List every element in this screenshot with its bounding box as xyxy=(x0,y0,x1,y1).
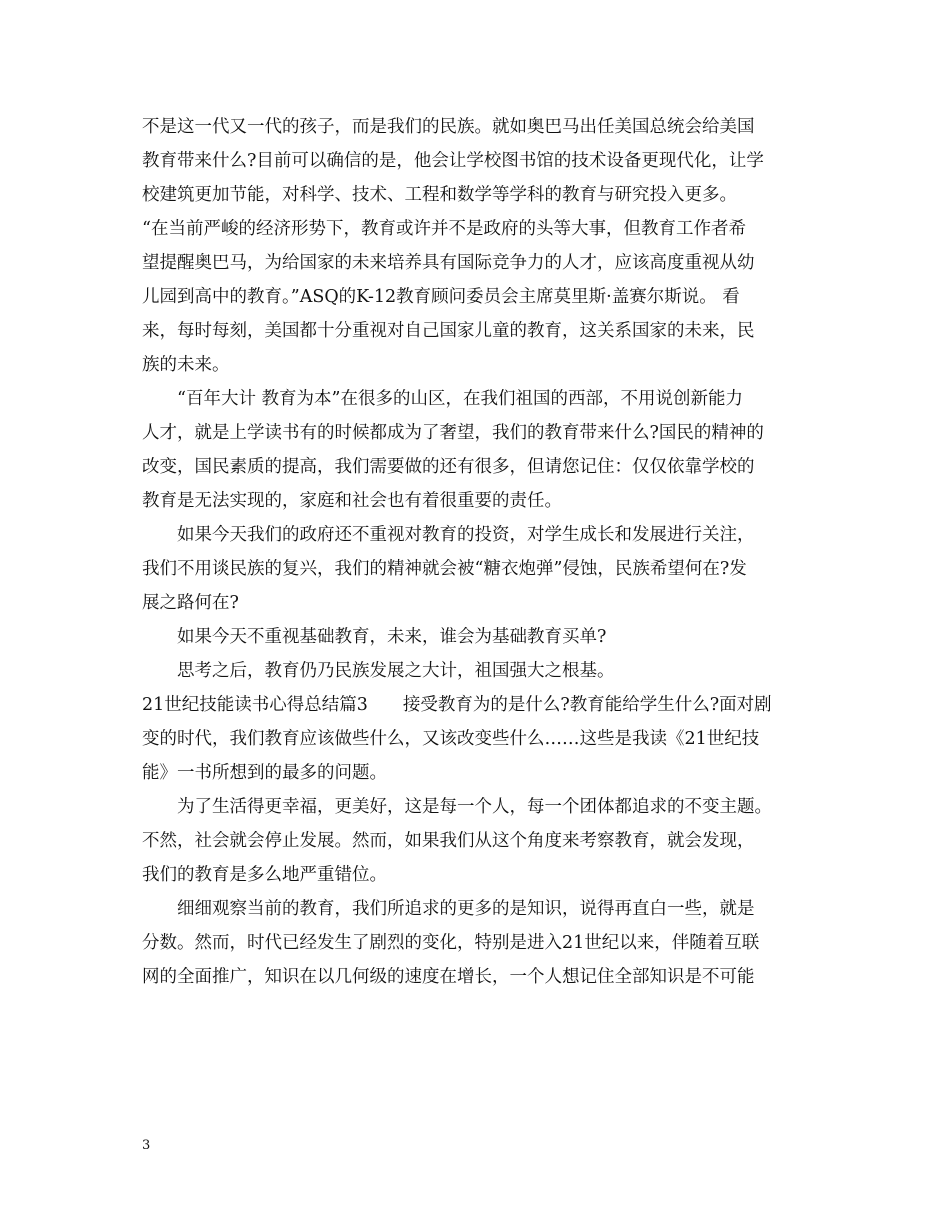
text-line: 我们的教育是多么地严重错位。 xyxy=(142,865,387,885)
text-line: 望提醒奥巴马，为给国家的未来培养具有国际竞争力的人才，应该高度重视从幼 xyxy=(142,253,755,273)
text-line: 人才，就是上学读书有的时候都成为了奢望，我们的教育带来什么?国民的精神的 xyxy=(142,423,764,443)
text-line: 21世纪技能读书心得总结篇3 接受教育为的是什么?教育能给学生什么?面对剧 xyxy=(142,695,772,715)
text-line: 如果今天我们的政府还不重视对教育的投资，对学生成长和发展进行关注， xyxy=(177,525,755,545)
text-line: “百年大计 教育为本”在很多的山区，在我们祖国的西部，不用说创新能力 xyxy=(177,389,743,409)
text-line: 思考之后，教育仍乃民族发展之大计，祖国强大之根基。 xyxy=(177,661,615,681)
text-line: 族的未来。 xyxy=(142,355,230,375)
text-line: “在当前严峻的经济形势下，教育或许并不是政府的头等大事，但教育工作者希 xyxy=(142,219,746,239)
text-line: 教育带来什么?目前可以确信的是，他会让学校图书馆的技术设备更现代化，让学 xyxy=(142,151,764,171)
page-number: 3 xyxy=(142,1138,151,1153)
text-line: 为了生活得更幸福，更美好，这是每一个人，每一个团体都追求的不变主题。 xyxy=(177,797,772,817)
text-line: 校建筑更加节能，对科学、技术、工程和数学等学科的教育与研究投入更多。 xyxy=(142,185,737,205)
text-line: 不是这一代又一代的孩子，而是我们的民族。就如奥巴马出任美国总统会给美国 xyxy=(142,117,755,137)
text-line: 变的时代，我们教育应该做些什么，又该改变些什么……这些是我读《21世纪技 xyxy=(142,729,760,749)
text-line: 来，每时每刻，美国都十分重视对自己国家儿童的教育，这关系国家的未来，民 xyxy=(142,321,755,341)
text-line: 改变，国民素质的提高，我们需要做的还有很多，但请您记住：仅仅依靠学校的 xyxy=(142,457,755,477)
text-line: 分数。然而，时代已经发生了剧烈的变化，特别是进入21世纪以来，伴随着互联 xyxy=(142,933,760,953)
text-line: 能》一书所想到的最多的问题。 xyxy=(142,763,387,783)
text-line: 细细观察当前的教育，我们所追求的更多的是知识，说得再直白一些，就是 xyxy=(177,899,755,919)
text-line: 网的全面推广，知识在以几何级的速度在增长，一个人想记住全部知识是不可能 xyxy=(142,967,755,987)
text-line: 我们不用谈民族的复兴，我们的精神就会被“糖衣炮弹”侵蚀，民族希望何在?发 xyxy=(142,559,747,579)
text-line: 儿园到高中的教育。”ASQ的K-12教育顾问委员会主席莫里斯·盖赛尔斯说。 看 xyxy=(142,287,740,307)
text-line: 教育是无法实现的，家庭和社会也有着很重要的责任。 xyxy=(142,491,562,511)
text-line: 展之路何在? xyxy=(142,593,239,613)
text-line: 不然，社会就会停止发展。然而，如果我们从这个角度来考察教育，就会发现， xyxy=(142,831,755,851)
text-line: 如果今天不重视基础教育，未来，谁会为基础教育买单? xyxy=(177,627,607,647)
